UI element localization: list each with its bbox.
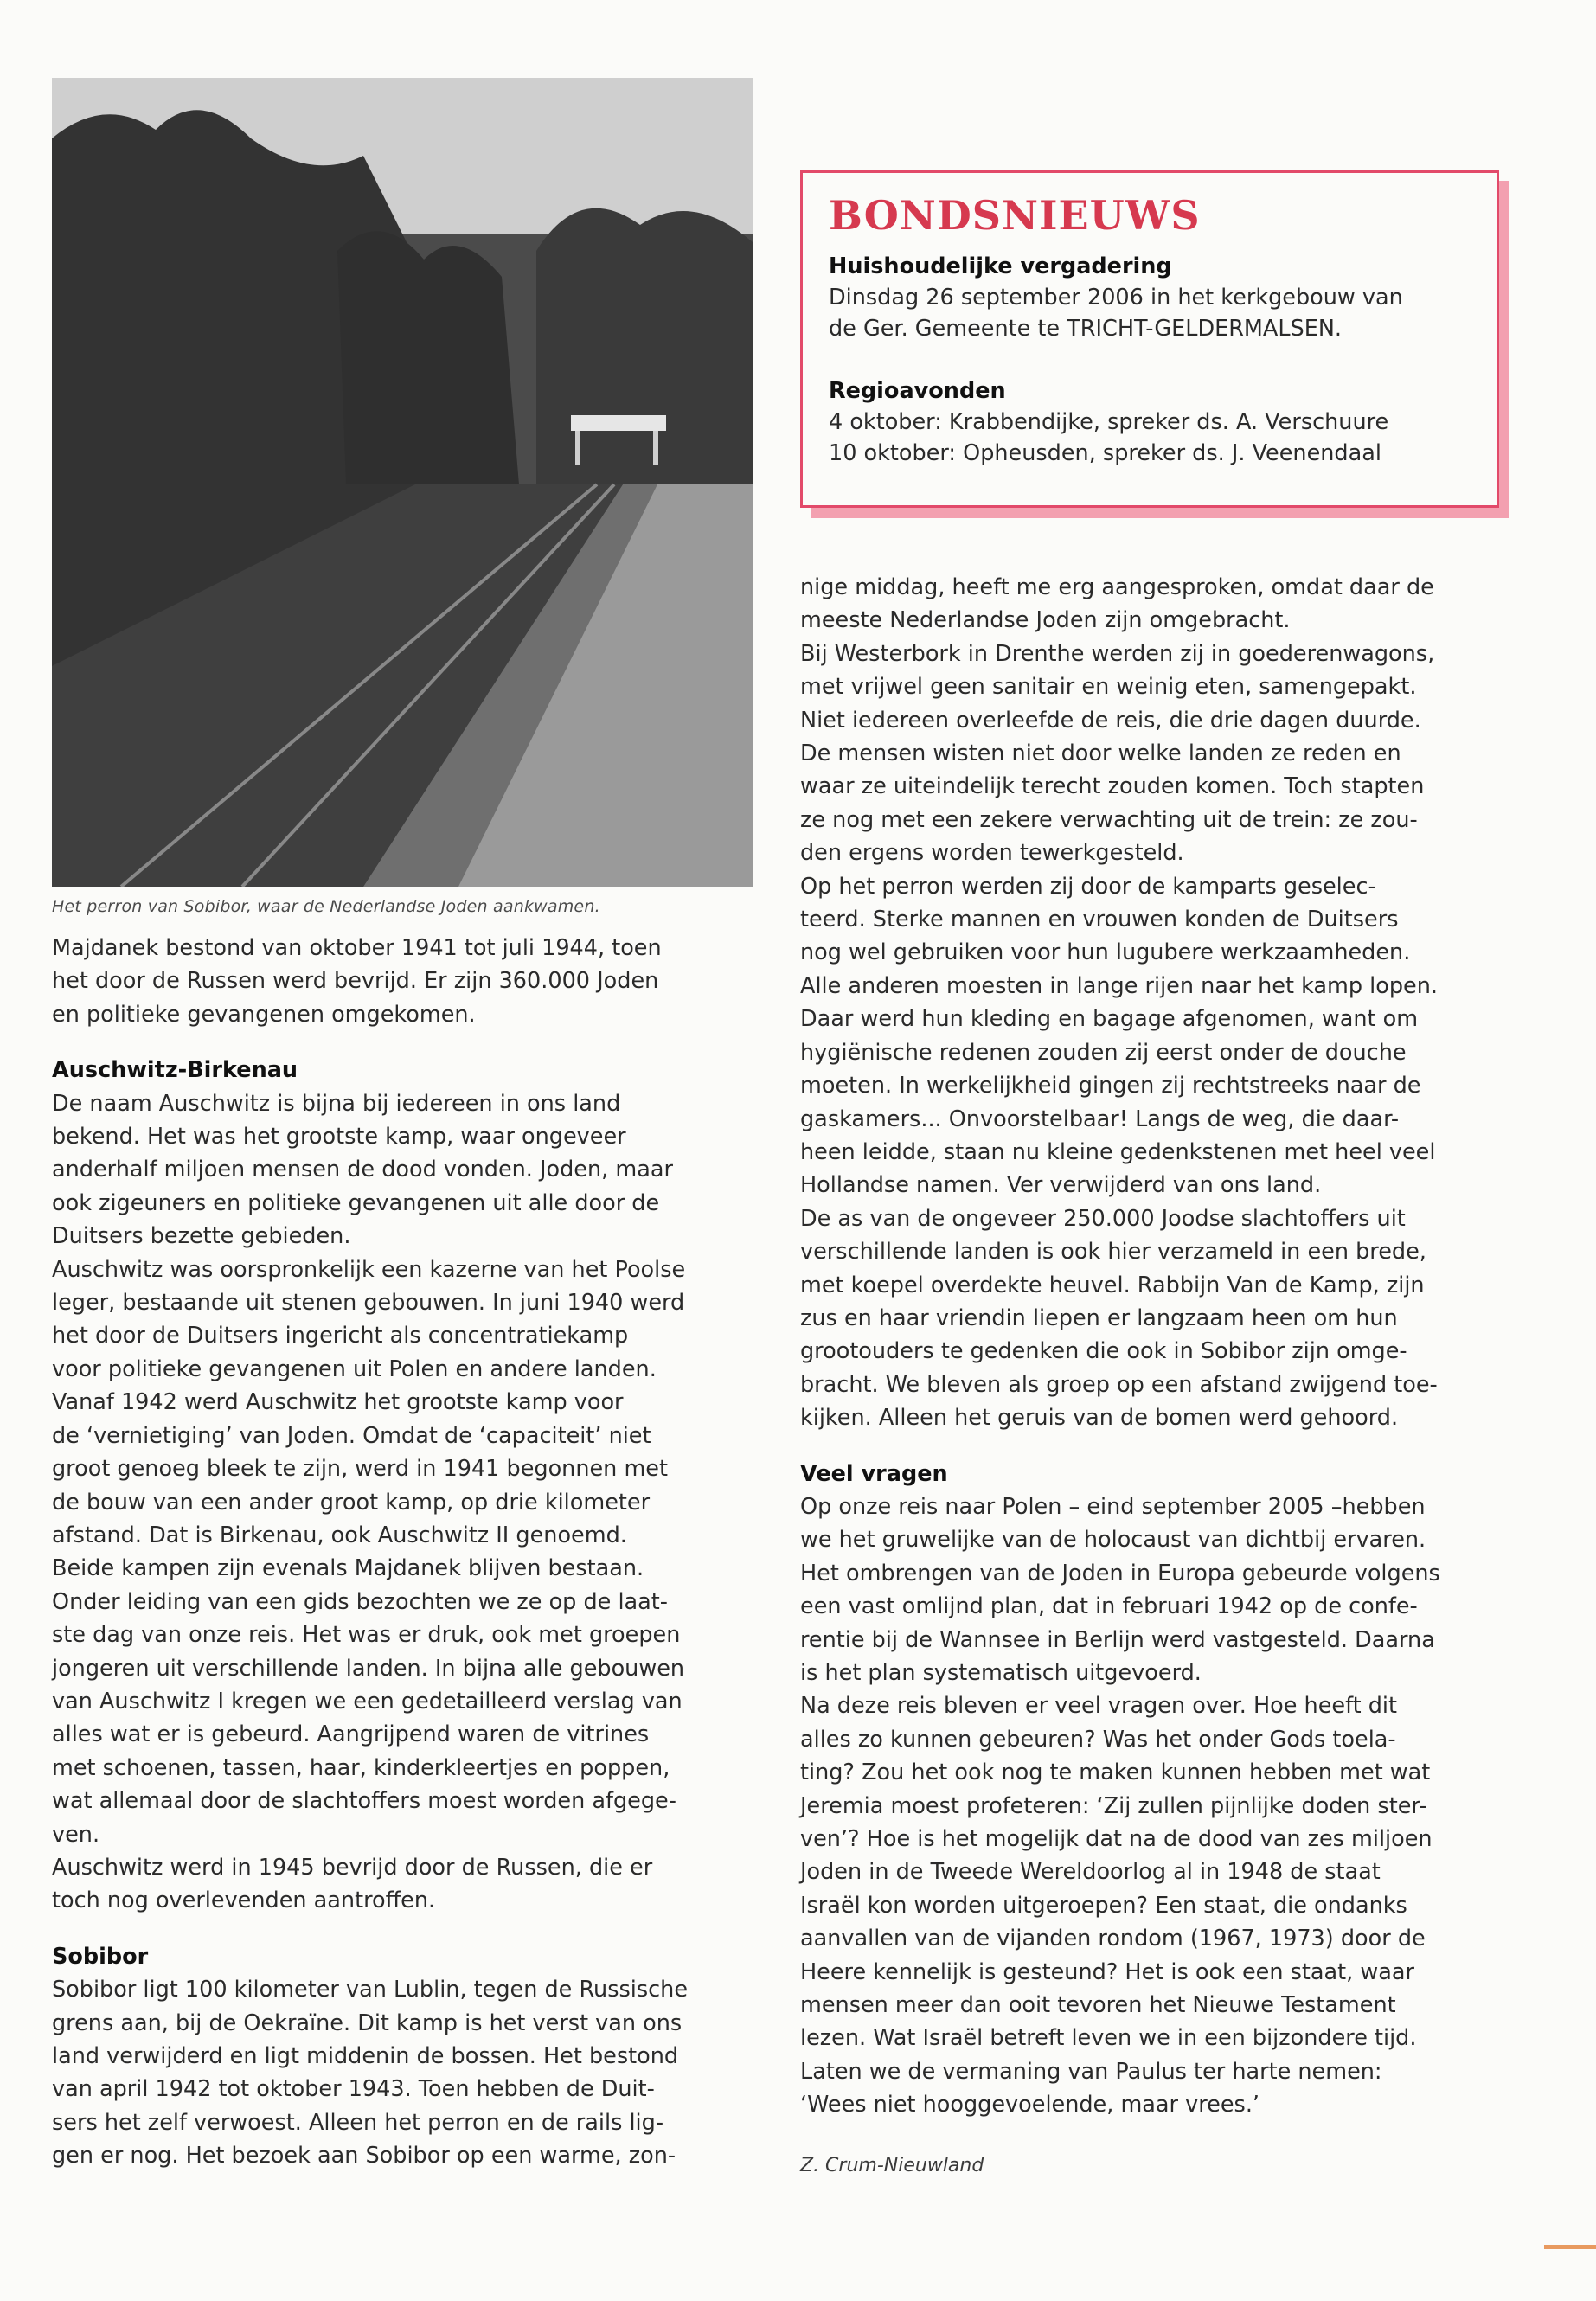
body-line: Sobibor ligt 100 kilometer van Lublin, tegen de Russische — [52, 1977, 689, 2003]
body-line: Israël kon worden uitgeroepen? Een staat, die ondanks — [800, 1892, 1407, 1919]
body-line: de bouw van een ander groot kamp, op drie kilometer — [52, 1489, 651, 1516]
body-line: zus en haar vriendin liepen er langzaam heen om hun — [800, 1304, 1398, 1331]
body-line: De mensen wisten niet door welke landen ze reden en — [800, 740, 1401, 767]
bondsnieuws-title: BONDSNIEUWS — [829, 192, 1201, 239]
body-line: teerd. Sterke mannen en vrouwen konden de Duitsers — [800, 907, 1399, 933]
section-heading-sobibor: Sobibor — [52, 1943, 149, 1970]
body-line: Onder leiding van een gids bezochten we ze op de laat- — [52, 1588, 668, 1615]
body-line: Alle anderen moesten in lange rijen naar het kamp lopen. — [800, 972, 1438, 999]
body-line: ven’? Hoe is het mogelijk dat na de dood van zes miljoen — [800, 1826, 1433, 1853]
spacer — [829, 344, 1471, 375]
body-line: heen leidde, staan nu kleine gedenkstenen met heel veel — [800, 1138, 1436, 1165]
body-line: lezen. Wat Israël betreft leven we in een bijzondere tijd. — [800, 2025, 1417, 2052]
bondsnieuws-item-line: 4 oktober: Krabbendijke, spreker ds. A. Verschuure — [829, 409, 1389, 435]
body-line: groot genoeg bleek te zijn, werd in 1941 begonnen met — [52, 1456, 668, 1483]
body-line: Het ombrengen van de Joden in Europa gebeurde volgens — [800, 1560, 1440, 1586]
body-line: Heere kennelijk is gesteund? Het is ook een staat, waar — [800, 1958, 1414, 1985]
body-line: afstand. Dat is Birkenau, ook Auschwitz II genoemd. — [52, 1522, 627, 1548]
body-line: den ergens worden tewerkgesteld. — [800, 840, 1184, 867]
body-line: nige middag, heeft me erg aangesproken, omdat daar de — [800, 574, 1434, 600]
body-line: bracht. We bleven als groep op een afstand zwijgend toe- — [800, 1371, 1438, 1398]
body-line: Daar werd hun kleding en bagage afgenomen, want om — [800, 1006, 1419, 1033]
body-line: Joden in de Tweede Wereldoorlog al in 1948 de staat — [800, 1859, 1381, 1886]
body-line: is het plan systematisch uitgevoerd. — [800, 1660, 1202, 1686]
body-line: wat allemaal door de slachtoffers moest worden afgege- — [52, 1788, 676, 1815]
body-line: rentie bij de Wannsee in Berlijn werd vastgesteld. Daarna — [800, 1626, 1435, 1653]
author-signature: Z. Crum-Nieuwland — [800, 2154, 984, 2176]
body-line: een vast omlijnd plan, dat in februari 1942 op de confe- — [800, 1593, 1418, 1620]
body-line: jongeren uit verschillende landen. In bijna alle gebouwen — [52, 1655, 685, 1682]
body-line: toch nog overlevenden aantroffen. — [52, 1888, 436, 1914]
body-line: alles wat er is gebeurd. Aangrijpend waren de vitrines — [52, 1721, 650, 1748]
body-line: hygiënische redenen zouden zij eerst onder de douche — [800, 1039, 1407, 1066]
body-line: Beide kampen zijn evenals Majdanek blijven bestaan. — [52, 1555, 644, 1582]
intro-line: en politieke gevangenen omgekomen. — [52, 1001, 476, 1028]
bondsnieuws-item-line: Dinsdag 26 september 2006 in het kerkgebouw van — [829, 285, 1403, 311]
body-line: gaskamers... Onvoorstelbaar! Langs de weg, die daar- — [800, 1106, 1400, 1132]
body-line: het door de Duitsers ingericht als concentratiekamp — [52, 1323, 629, 1349]
page-edge-mark — [1544, 2245, 1596, 2249]
bondsnieuws-box — [800, 170, 1499, 508]
body-line: voor politieke gevangenen uit Polen en andere landen. — [52, 1356, 657, 1382]
body-line: Auschwitz was oorspronkelijk een kazerne van het Poolse — [52, 1256, 686, 1283]
body-line: ting? Zou het ook nog te maken kunnen hebben met wat — [800, 1759, 1431, 1786]
body-line: Bij Westerbork in Drenthe werden zij in goederenwagons, — [800, 640, 1435, 667]
body-line: Op onze reis naar Polen – eind september 2005 –hebben — [800, 1493, 1426, 1520]
photo-caption: Het perron van Sobibor, waar de Nederlandse Joden aankwamen. — [52, 897, 600, 916]
bondsnieuws-item-heading: Huishoudelijke vergadering — [829, 253, 1172, 279]
intro-line: Majdanek bestond van oktober 1941 tot juli 1944, toen — [52, 935, 662, 961]
body-line: Jeremia moest profeteren: ‘Zij zullen pijnlijke doden ster- — [800, 1792, 1427, 1819]
body-line: van april 1942 tot oktober 1943. Toen hebben de Duit- — [52, 2076, 655, 2103]
body-line: Duitsers bezette gebieden. — [52, 1223, 351, 1250]
body-line: mensen meer dan ooit tevoren het Nieuwe Testament — [800, 1992, 1396, 2019]
body-line: ste dag van onze reis. Het was er druk, ook met groepen — [52, 1622, 681, 1649]
body-line: ook zigeuners en politieke gevangenen uit alle door de — [52, 1189, 660, 1216]
bondsnieuws-item-line: 10 oktober: Opheusden, spreker ds. J. Veenendaal — [829, 440, 1381, 466]
section-heading-auschwitz: Auschwitz-Birkenau — [52, 1057, 298, 1084]
body-line: ven. — [52, 1821, 100, 1848]
body-line: Niet iedereen overleefde de reis, die drie dagen duurde. — [800, 707, 1421, 734]
body-line: met schoenen, tassen, haar, kinderkleertjes en poppen, — [52, 1754, 670, 1781]
photo-illustration — [52, 78, 753, 887]
body-line: Hollandse namen. Ver verwijderd van ons land. — [800, 1172, 1322, 1199]
body-line: verschillende landen is ook hier verzameld in een brede, — [800, 1239, 1426, 1266]
body-line: met koepel overdekte heuvel. Rabbijn Van de Kamp, zijn — [800, 1272, 1425, 1298]
body-line: Auschwitz werd in 1945 bevrijd door de Russen, die er — [52, 1854, 653, 1881]
body-line: meeste Nederlandse Joden zijn omgebracht. — [800, 607, 1291, 634]
body-line: ze nog met een zekere verwachting uit de trein: ze zou- — [800, 806, 1418, 833]
body-line: we het gruwelijke van de holocaust van dichtbij ervaren. — [800, 1527, 1426, 1554]
body-line: nog wel gebruiken voor hun lugubere werkzaamheden. — [800, 939, 1411, 966]
sobibor-platform-photo — [52, 78, 753, 887]
body-line: met vrijwel geen sanitair en weinig eten, samengepakt. — [800, 674, 1417, 701]
body-line: grens aan, bij de Oekraïne. Dit kamp is het verst van ons — [52, 2009, 683, 2036]
body-line: land verwijderd en ligt middenin de bossen. Het bestond — [52, 2043, 679, 2069]
body-line: kijken. Alleen het geruis van de bomen werd gehoord. — [800, 1405, 1399, 1432]
body-line: gen er nog. Het bezoek aan Sobibor op een warme, zon- — [52, 2143, 676, 2170]
right-column — [800, 571, 1509, 2176]
body-line: leger, bestaande uit stenen gebouwen. In juni 1940 werd — [52, 1290, 685, 1317]
bondsnieuws-item-heading: Regioavonden — [829, 378, 1006, 404]
body-line: Vanaf 1942 werd Auschwitz het grootste kamp voor — [52, 1389, 624, 1416]
intro-line: het door de Russen werd bevrijd. Er zijn 360.000 Joden — [52, 968, 659, 995]
body-line: ‘Wees niet hooggevoelende, maar vrees.’ — [800, 2092, 1260, 2118]
body-line: bekend. Het was het grootste kamp, waar ongeveer — [52, 1124, 626, 1150]
body-line: De as van de ongeveer 250.000 Joodse slachtoffers uit — [800, 1205, 1406, 1232]
body-line: De naam Auschwitz is bijna bij iedereen in ons land — [52, 1090, 621, 1117]
body-line: de ‘vernietiging’ van Joden. Omdat de ‘capaciteit’ niet — [52, 1422, 651, 1449]
body-line: sers het zelf verwoest. Alleen het perron en de rails lig- — [52, 2109, 664, 2136]
section-heading-veel-vragen: Veel vragen — [800, 1460, 948, 1487]
left-column — [52, 78, 753, 2173]
body-line: alles zo kunnen gebeuren? Was het onder Gods toela- — [800, 1726, 1396, 1753]
body-line: anderhalf miljoen mensen de dood vonden. Joden, maar — [52, 1157, 673, 1183]
body-line: aanvallen van de vijanden rondom (1967, 1973) door de — [800, 1926, 1426, 1952]
body-line: moeten. In werkelijkheid gingen zij rechtstreeks naar de — [800, 1073, 1421, 1099]
body-line: waar ze uiteindelijk terecht zouden komen. Toch stapten — [800, 773, 1425, 800]
body-line: grootouders te gedenken die ook in Sobibor zijn omge- — [800, 1338, 1407, 1365]
body-line: Laten we de vermaning van Paulus ter harte nemen: — [800, 2058, 1382, 2085]
body-line: Na deze reis bleven er veel vragen over. Hoe heeft dit — [800, 1693, 1397, 1720]
body-line: Op het perron werden zij door de kamparts geselec- — [800, 873, 1376, 900]
bondsnieuws-item-line: de Ger. Gemeente te TRICHT-GELDERMALSEN. — [829, 316, 1343, 342]
body-line: van Auschwitz I kregen we een gedetailleerd verslag van — [52, 1688, 683, 1715]
